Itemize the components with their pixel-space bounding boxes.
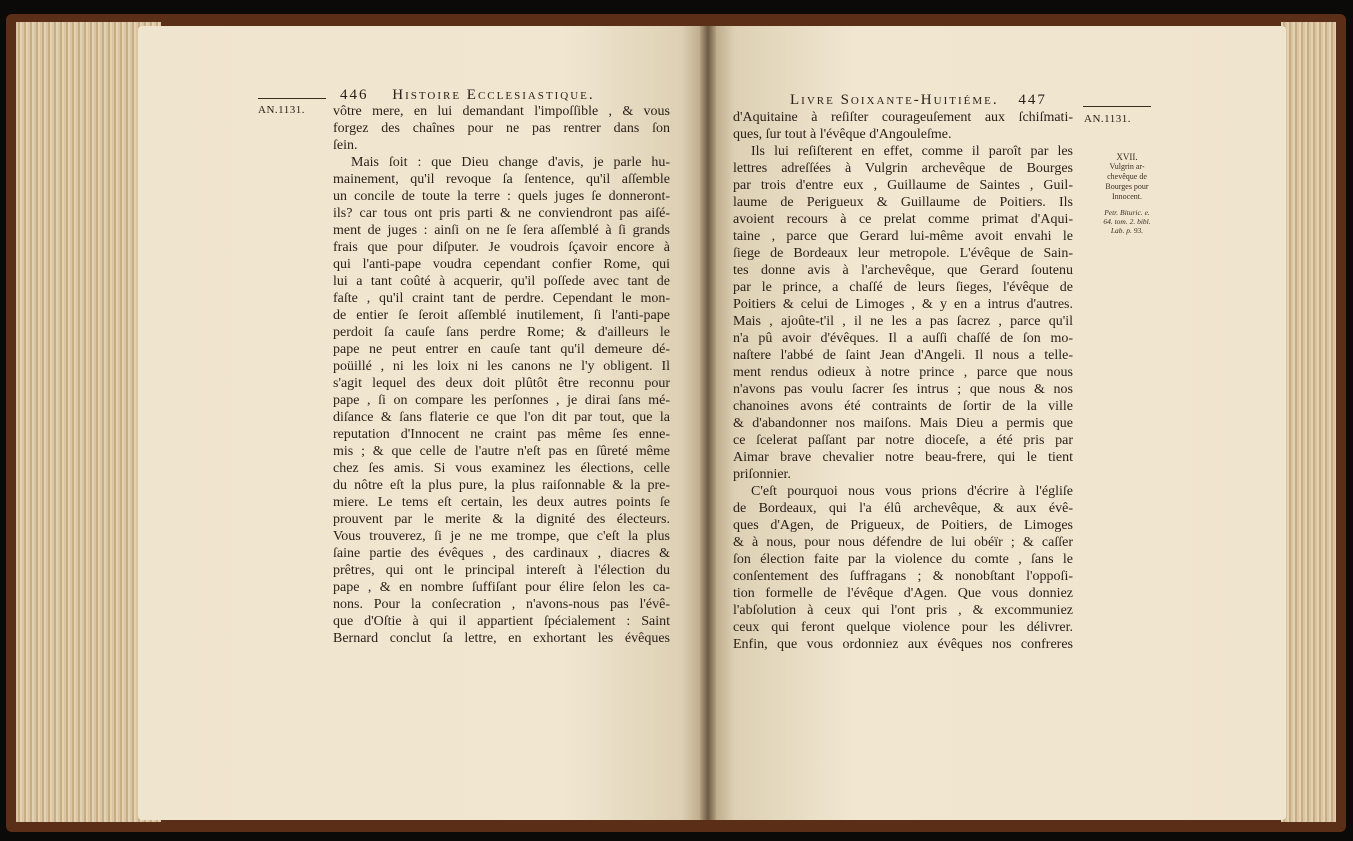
text-line: Poitiers & celui de Limoges , & y en a intrus d'autres. (733, 297, 1073, 312)
margin-note-number: XVII. (1116, 152, 1138, 162)
left-running-head (340, 87, 595, 104)
right-running-title: Livre Soixante-Huitiéme. (790, 92, 999, 108)
text-line: de entier ſe ſeroit aſſemblé inutilement, ſi l'anti-pape (333, 308, 670, 323)
text-line: poüillé , ni les loix ni les canons ne l'y obligent. Il (333, 359, 670, 374)
text-line: ques, ſur tout à l'évêque d'Angouleſme. (733, 127, 952, 142)
text-line: miere. Le tems eſt certain, les deux autres points ſe (333, 495, 670, 510)
text-line: ques d'Agen, de Prigueux, de Poitiers, de Limoges (733, 518, 1073, 533)
text-line: par le prince, a chaſſé de leurs ſieges, l'évêque de (733, 280, 1073, 295)
text-line: & d'abandonner nos maiſons. Mais Dieu a permis que (733, 416, 1073, 431)
text-line: par trois d'entre eux , Guillaume de Saintes , Guil- (733, 178, 1073, 193)
text-line: ſiege de Bordeaux leur metropole. L'évêque de Sain- (733, 246, 1073, 261)
text-line: lettres adreſſées à Vulgrin archevêque de Bourges (733, 161, 1073, 176)
margin-line: Lab. p. 93. (1110, 226, 1144, 235)
text-line: avoient recours à ce prelat comme primat d'Aqui- (733, 212, 1073, 227)
text-line: n'a pû avoir d'évêques. Il a auſſi chaſſé de ſon mo- (733, 331, 1073, 346)
text-line: tion formelle de l'évêque d'Agen. Que vous donniez (733, 586, 1073, 601)
text-line: ce ſcelerat paſſant par notre dioceſe, a été pris par (733, 433, 1073, 448)
text-line: faſte , qu'il craint tant de perdre. Cependant le mon- (333, 291, 670, 306)
text-line: conſentement des ſuffragans ; & nonobſtant l'oppoſi- (733, 569, 1073, 584)
page-edges-right (1281, 22, 1336, 822)
left-body-text (333, 103, 670, 647)
text-line: ſon élection faite par la violence du comte , ſans le (733, 552, 1073, 567)
text-line: que d'Oſtie à qui il appartient ſpécialement : Saint (333, 614, 670, 629)
text-line: pape , & en nombre ſuffiſant pour élire ſelon les ca- (333, 580, 670, 595)
text-line: Mais , ajoûte-t'il , il ne les a pas ſacrez , parce qu'il (733, 314, 1073, 329)
margin-note-text (1096, 162, 1158, 202)
right-page-number: 447 (1018, 92, 1047, 108)
text-line: d'Aquitaine à reſiſter courageuſement aux ſchiſmati- (733, 110, 1073, 125)
margin-line: 64. tom. 2. bibl. (1103, 217, 1151, 226)
text-line: Ils lui reſiſterent en effet, comme il paroît par les (751, 144, 1073, 159)
text-line: perdoit ſa cauſe ſans perdre Rome; & d'ailleurs le (333, 325, 670, 340)
margin-note (1096, 152, 1158, 235)
text-line: Mais ſoit : que Dieu change d'avis, je parle hu- (351, 155, 670, 170)
book (6, 14, 1346, 832)
text-line: priſonnier. (733, 467, 791, 482)
margin-note-reference (1096, 208, 1158, 235)
text-line: ſein. (333, 138, 358, 153)
text-line: tes donne avis à l'archevêque, que Gerard ſoutenu (733, 263, 1073, 278)
text-line: du nôtre eſt la plus pure, la plus raiſonnable & la pre- (333, 478, 670, 493)
text-line: Bernard conclut ſa lettre, en exhortant les évêques (333, 631, 670, 646)
text-line: s'agit lequel des deux doit plûtôt être reconnu pour (333, 376, 670, 391)
text-line: ment de juges : ainſi on ne ſe ſera aſſemblé à ſi grands (333, 223, 670, 238)
margin-line: Vulgrin ar- (1109, 162, 1145, 171)
margin-line: chevêque de (1107, 172, 1147, 181)
right-side-rule (1083, 106, 1151, 107)
text-line: prêtres, qui ont le principal intereſt à l'élection du (333, 563, 670, 578)
left-page-number: 446 (340, 87, 369, 103)
text-line: n'avons pas voulu ſacrer ſes intrus ; que nous & nos (733, 382, 1073, 397)
text-line: & à nous, pour nous défendre de lui obéïr ; & caſſer (733, 535, 1073, 550)
text-line: pape ne peut entrer en cauſe tant qu'il demeure dé- (333, 342, 670, 357)
text-line: diſance & ſans flaterie ce que l'on dit par tout, que la (333, 410, 670, 425)
margin-line: Bourges pour (1105, 182, 1149, 191)
text-line: chanoines avons été contraints de ſortir de la ville (733, 399, 1073, 414)
text-line: l'abſolution à ceux qui l'ont pris , & excommuniez (733, 603, 1073, 618)
text-line: forgez des chaînes pour ne pas rentrer dans ſon (333, 121, 670, 136)
text-line: mis ; & que celle de l'autre n'eſt pas en ſûreté même (333, 444, 670, 459)
text-line: taine , parce que Gerard lui-même avoit envahi le (733, 229, 1073, 244)
text-line: ſaine partie des évêques , des cardinaux , diacres & (333, 546, 670, 561)
text-line: mainement, qu'il revoque ſa ſentence, qu'il aſſemble (333, 172, 670, 187)
text-line: nons. Pour la conſecration , n'avons-nous pas l'évê- (333, 597, 670, 612)
text-line: Enfin, que vous ordonniez aux évêques nos confreres (733, 637, 1073, 652)
margin-line: Innocent. (1112, 192, 1142, 201)
text-line: C'eſt pourquoi nous vous prions d'écrire à l'égliſe (751, 484, 1073, 499)
text-line: laume de Perigueux & Guillaume de Poitiers. Ils (733, 195, 1073, 210)
text-line: Aimar brave chevalier notre beau-frere, qui le tient (733, 450, 1073, 465)
text-line: chez ſes amis. Si vous examinez les élections, celle (333, 461, 670, 476)
right-body-text (733, 109, 1073, 653)
text-line: frais que pour diſputer. Je voudrois ſçavoir encore à (333, 240, 670, 255)
text-line: de Bordeaux, qui l'a élû archevêque, & aux évê- (733, 501, 1073, 516)
text-line: ment rendus odieux à notre prince , parce que nous (733, 365, 1073, 380)
margin-line: Petr. Bituric. e. (1104, 208, 1150, 217)
book-gutter (700, 26, 716, 820)
text-line: reputation d'Innocent ne craint pas même ſes enne- (333, 427, 670, 442)
right-running-head (790, 92, 1047, 109)
text-line: un concile de toute la terre : quels juges ſe donneront- (333, 189, 670, 204)
text-line: lui a tant coûté à acquerir, qu'il poſſede avec tant de (333, 274, 670, 289)
left-year-note: AN.1131. (258, 104, 305, 116)
text-line: ceux qui feront quelque violence pour les délivrer. (733, 620, 1073, 635)
text-line: naſtere l'abbé de ſaint Jean d'Angeli. Il nous a telle- (733, 348, 1073, 363)
left-running-title: Histoire Ecclesiastique. (392, 87, 595, 103)
right-year-note: AN.1131. (1084, 113, 1131, 125)
text-line: prouvent par le merite & la dignité des électeurs. (333, 512, 670, 527)
text-line: pape , ſi on compare les perſonnes , je dirai ſans mé- (333, 393, 670, 408)
text-line: Vous trouverez, ſi je ne me trompe, que c'eſt la plus (333, 529, 670, 544)
left-side-rule (258, 98, 326, 99)
text-line: ils? car tous ont pris parti & ne conviendront pas aiſé- (333, 206, 670, 221)
text-line: qui l'anti-pape voudra cependant confier Rome, qui (333, 257, 670, 272)
text-line: vôtre mere, en lui demandant l'impoſſible , & vous (333, 104, 670, 119)
